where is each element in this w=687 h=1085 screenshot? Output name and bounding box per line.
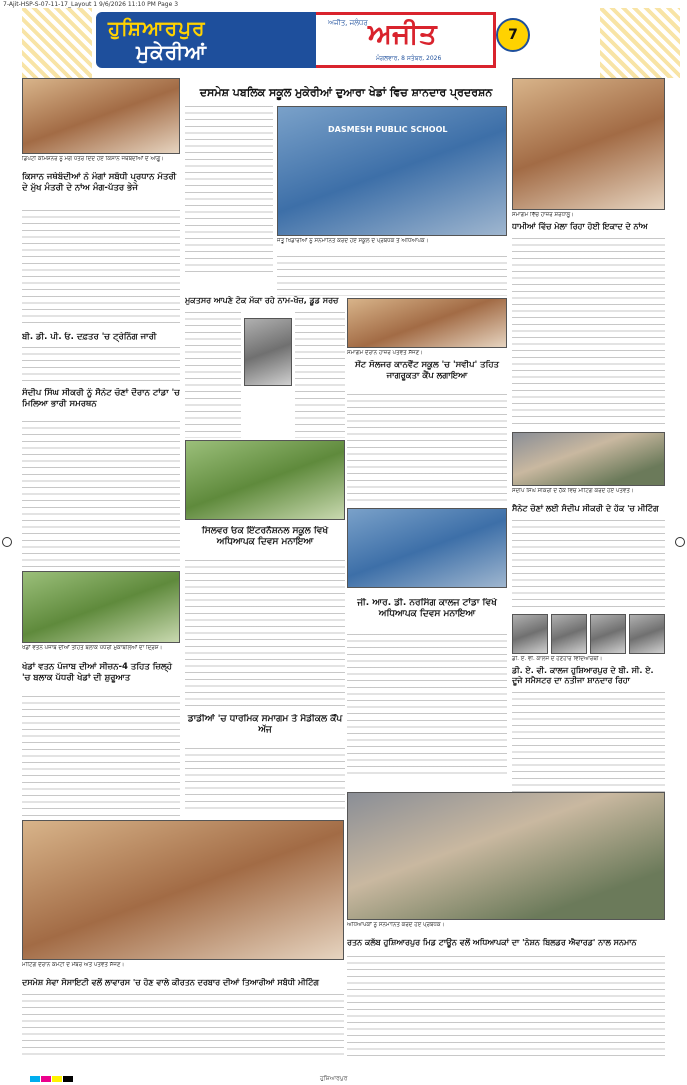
soldier-headline: ਸੇਂਟ ਸੋਲਜਰ ਕਾਨਵੈਂਟ ਸਕੂਲ 'ਚ 'ਸਵੀਪ' ਤਹਿਤ ਜਾਗਰੂਕਤਾ ਕੈਂਪ ਲਗਾਇਆ <box>354 360 499 381</box>
suicide-body-1 <box>185 312 241 438</box>
footer-label: ਹੁਸ਼ਿਆਰਪੁਰ <box>320 1075 348 1082</box>
farmers-photo <box>22 78 180 154</box>
sandeep-body <box>22 421 180 567</box>
nursing-body <box>347 634 507 774</box>
lead-body <box>185 106 273 276</box>
registration-mark-right <box>675 537 685 547</box>
sports-photo <box>22 571 180 643</box>
senate-photo <box>512 432 665 486</box>
dav-student-2 <box>551 614 587 654</box>
footer <box>0 1073 687 1085</box>
farmers-headline: ਕਿਸਾਨ ਜਥੇਬੰਦੀਆਂ ਨੇ ਮੰਗਾਂ ਸਬੰਧੀ ਪ੍ਰਧਾਨ ਮੰਤਰੀ ਦੇ ਮੁੱਖ ਮੰਤਰੀ ਦੇ ਨਾਂਅ ਮੰਗ-ਪੱਤਰ ਭੇਜੇ <box>22 172 177 193</box>
nursing-headline: ਜੀ. ਆਰ. ਡੀ. ਨਰਸਿੰਗ ਕਾਲਜ ਟਾਂਡਾ ਵਿਖੇ ਅਧਿਆਪਕ ਦਿਵਸ ਮਨਾਇਆ <box>357 598 497 620</box>
lead-body-2 <box>277 256 507 296</box>
teachers-body <box>347 956 665 1060</box>
lead-caption: ਜੇਤੂ ਖਿਡਾਰੀਆਂ ਨੂੰ ਸਨਮਾਨਿਤ ਕਰਦੇ ਹੋਏ ਸਕੂਲ ਦੇ ਪ੍ਰਬੰਧਕ ਤੇ ਅਧਿਆਪਕ। <box>277 238 429 244</box>
nursing-photo <box>347 508 507 588</box>
registration-mark-left <box>2 537 12 547</box>
sports-body <box>22 696 180 816</box>
dhami-body <box>512 238 665 428</box>
dav-student-4 <box>629 614 665 654</box>
sandeep-headline: ਸੰਦੀਪ ਸਿੰਘ ਸੀਕਰੀ ਨੂੰ ਸੈਨੇਟ ਚੋਣਾਂ ਦੌਰਾਨ ਟਾਂਡਾ 'ਚ ਮਿਲਿਆ ਭਾਰੀ ਸਮਰਥਨ <box>22 388 180 409</box>
masthead-city-block <box>96 12 316 68</box>
dhami-headline: ਧਾਮੀਆਂ ਵਿੱਚ ਮੇਲਾ ਰਿਹਾ ਹੋਈ ਇਕਾਦ ਦੇ ਨਾਂਅ <box>512 222 648 231</box>
page-number: 7 <box>496 18 530 52</box>
suicide-body-2 <box>295 312 345 438</box>
suicide-headline: ਮੁਕਤਸਰ ਆਪਣੇ ਟੋਕ ਮੱਕਾ ਰਹੇ ਨਾਮ-ਖੋਜ਼, ਡੂਡ ਸਰਚ <box>185 296 339 305</box>
committee-caption: ਮੀਟਿੰਗ ਦੌਰਾਨ ਕਮੇਟੀ ਦੇ ਮੈਂਬਰ ਅਤੇ ਪਤਵੰਤੇ ਸੱਜਣ। <box>22 962 125 968</box>
masthead-brand-block <box>316 12 496 68</box>
black-swatch <box>63 1076 73 1082</box>
senate-headline: ਸੈਨੇਟ ਚੋਣਾਂ ਲਈ ਸੰਦੀਪ ਸੀਕਰੀ ਦੇ ਹੱਕ 'ਚ ਮੀਟਿੰਗ <box>512 504 659 513</box>
teachers-headline: ਰਤਨ ਕਲੱਬ ਹੁਸ਼ਿਆਰਪੁਰ ਮਿਡ ਟਾਊਨ ਵਲੋਂ ਅਧਿਆਪਕਾਂ ਦਾ 'ਨੇਸ਼ਨ ਬਿਲਡਰ ਐਵਾਰਡ' ਨਾਲ ਸਨਮਾਨ <box>347 938 637 947</box>
left-decoration <box>22 8 92 78</box>
cmyk-bar <box>30 1076 74 1084</box>
yellow-swatch <box>52 1076 62 1082</box>
farmers-body <box>22 210 180 328</box>
masthead-city-1: ਹੁਸ਼ਿਆਰਪੁਰ <box>108 16 206 40</box>
soldier-body <box>347 394 507 504</box>
silver-body <box>185 560 345 710</box>
masthead-city-2: ਮੁਕੇਰੀਆਂ <box>136 40 208 64</box>
lead-photo <box>277 106 507 236</box>
masthead-date: ਮੰਗਲਵਾਰ, 8 ਸਤੰਬਰ, 2026 <box>376 55 442 62</box>
dhami-photo <box>512 78 665 210</box>
dhami-caption: ਸਮਾਗਮ ਵਿੱਚ ਹਾਜ਼ਰ ਸ਼ਰਧਾਲੂ। <box>512 212 574 218</box>
bdpo-body <box>22 347 180 385</box>
lead-photo-sign: DASMESH PUBLIC SCHOOL <box>328 125 448 134</box>
right-decoration <box>600 8 680 78</box>
harvest-photo <box>347 298 507 348</box>
medical-body <box>185 748 345 812</box>
farmers-caption: ਡਿਪਟੀ ਕਮਿਸ਼ਨਰ ਨੂੰ ਮੰਗ ਪੱਤਰ ਦਿੰਦੇ ਹੋਏ ਕਿਸਾਨ ਜਥੇਬੰਦੀਆਂ ਦੇ ਆਗੂ। <box>22 156 164 162</box>
dav-body <box>512 692 665 792</box>
dav-headline: ਡੀ. ਏ. ਵੀ. ਕਾਲਜ ਹੁਸ਼ਿਆਰਪੁਰ ਦੇ ਬੀ. ਸੀ. ਏ. ਦੂਜੇ ਸਮੈਸਟਰ ਦਾ ਨਤੀਜਾ ਸ਼ਾਨਦਾਰ ਰਿਹਾ <box>512 666 654 685</box>
teachers-caption: ਅਧਿਆਪਕਾਂ ਨੂੰ ਸਨਮਾਨਿਤ ਕਰਦੇ ਹੋਏ ਪ੍ਰਬੰਧਕ। <box>347 922 445 928</box>
dav-student-1 <box>512 614 548 654</box>
silver-headline: ਸਿਲਵਰ ਓਕ ਇੰਟਰਨੈਸ਼ਨਲ ਸਕੂਲ ਵਿਖੇ ਅਧਿਆਪਕ ਦਿਵਸ ਮਨਾਇਆ <box>201 526 329 548</box>
senate-body <box>512 520 665 610</box>
medical-headline: ਡਾਡੀਆਂ 'ਚ ਧਾਰਮਿਕ ਸਮਾਗਮ ਤੇ ਮੈਡੀਕਲ ਕੈਂਪ ਅੱਜ <box>187 714 343 736</box>
committee-headline: ਦਸਮੇਸ਼ ਸੇਵਾ ਸੋਸਾਇਟੀ ਵਲੋਂ ਲਾਵਾਰਸ 'ਚ ਹੋਣ ਵਾਲੇ ਕੀਰਤਨ ਦਰਬਾਰ ਦੀਆਂ ਤਿਆਰੀਆਂ ਸਬੰਧੀ ਮੀਟਿੰਗ <box>22 978 319 987</box>
masthead <box>96 12 596 70</box>
teachers-photo <box>347 792 665 920</box>
harvest-caption: ਸਮਾਗਮ ਦੌਰਾਨ ਹਾਜ਼ਰ ਪਤਵੰਤੇ ਸੱਜਣ। <box>347 350 423 356</box>
medical-photo <box>185 440 345 520</box>
dav-caption: ਡੀ. ਏ. ਵੀ. ਕਾਲਜ ਦੇ ਹੋਣਹਾਰ ਵਿਦਿਆਰਥੀ। <box>512 656 603 662</box>
lead-headline: ਦਸਮੇਸ਼ ਪਬਲਿਕ ਸਕੂਲ ਮੁਕੇਰੀਆਂ ਦੁਆਰਾ ਖੇਡਾਂ ਵਿਚ ਸ਼ਾਨਦਾਰ ਪ੍ਰਦਰਸ਼ਨ <box>199 86 493 99</box>
portrait-photo <box>244 318 292 386</box>
sports-caption: ਖੇਡਾਂ ਵਤਨ ਪੰਜਾਬ ਦੀਆਂ ਤਹਿਤ ਬਲਾਕ ਪੱਧਰੀ ਮੁਕਾਬਲਿਆਂ ਦਾ ਦ੍ਰਿਸ਼। <box>22 645 163 651</box>
committee-body <box>22 994 344 1060</box>
senate-caption: ਸੰਦੀਪ ਸਿੰਘ ਸੀਕਰੀ ਦੇ ਹੱਕ ਵਿਚ ਮੀਟਿੰਗ ਕਰਦੇ ਹੋਏ ਪਤਵੰਤੇ। <box>512 488 634 494</box>
bdpo-headline: ਬੀ. ਡੀ. ਪੀ. ਓ. ਦਫ਼ਤਰ 'ਚ ਟ੍ਰੇਨਿੰਗ ਜਾਰੀ <box>22 332 157 342</box>
masthead-publisher: ਅਜੀਤ, ਜਲੰਧਰ <box>328 19 368 27</box>
sports-headline: ਖੇਡਾਂ ਵਤਨ ਪੰਜਾਬ ਦੀਆਂ ਸੀਜ਼ਨ-4 ਤਹਿਤ ਜ਼ਿਲ੍ਹੇ 'ਚ ਬਲਾਕ ਪੱਧਰੀ ਖੇਡਾਂ ਦੀ ਸ਼ੁਰੂਆਤ <box>22 662 172 683</box>
magenta-swatch <box>41 1076 51 1082</box>
masthead-brand: ਅਜੀਤ <box>368 17 437 50</box>
print-slug: 7-Ajit-HSP-S-07-11-17_Layout 1 9/6/2026 11:10 PM Page 3 <box>3 1 179 8</box>
cyan-swatch <box>30 1076 40 1082</box>
dav-student-3 <box>590 614 626 654</box>
committee-photo <box>22 820 344 960</box>
